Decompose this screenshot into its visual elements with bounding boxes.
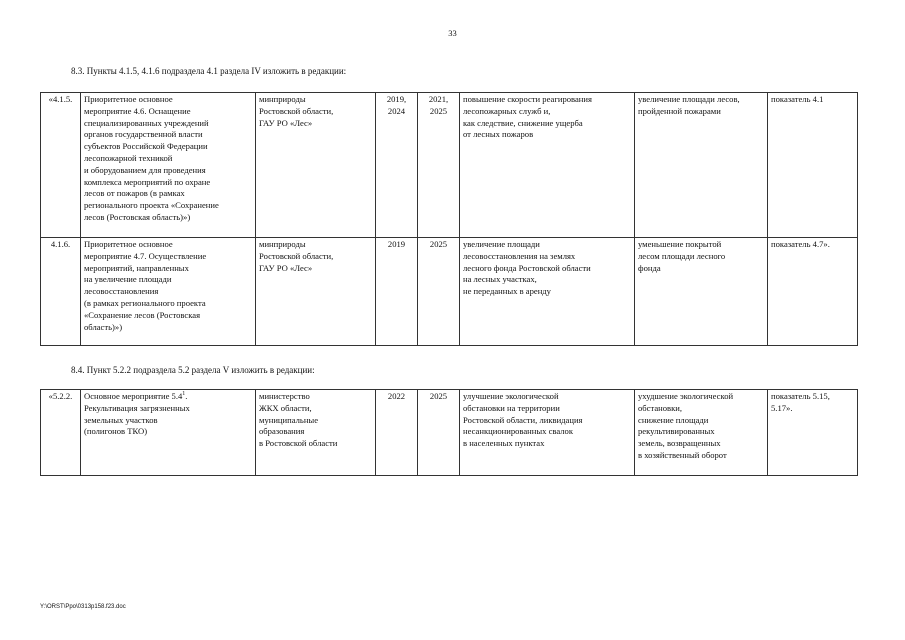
expected-result: повышение скорости реагирования лесопожарных служб и, как следствие, снижение ущерба от лесных пожаров [460,93,635,238]
indicator-link: показатель 5.15, 5.17». [768,390,858,476]
measures-table-4-1 [40,92,858,346]
event-name: Приоритетное основное мероприятие 4.6. Оснащение специализированных учреждений органов государственной власти субъектов Российской Федерации лесопожарной техникой и оборудованием для проведения комплекса мероприятий по охране лесов от пожаров (в рамках регионального проекта «Сохранение лесов (Ростовская область)») [81,93,256,238]
end-year: 2025 [418,390,460,476]
expected-result: увеличение площади лесовосстановления на землях лесного фонда Ростовской области на лесных участках, не переданных в аренду [460,238,635,346]
table-row [41,93,858,238]
event-name-rest: . Рекультивация загрязненных земельных участков (полигонов ТКО) [84,391,190,437]
page-number: 33 [448,28,457,38]
file-path-footer: Y:\ORST\Ppo\0313p158.f23.doc [40,604,126,610]
non-implementation-consequence: увеличение площади лесов, пройденной пожарами [635,93,768,238]
section-heading-8-4: 8.4. Пункт 5.2.2 подраздела 5.2 раздела V изложить в редакции: [71,365,315,375]
section-heading-8-3: 8.3. Пункты 4.1.5, 4.1.6 подраздела 4.1 раздела IV изложить в редакции: [71,66,347,76]
item-number: «5.2.2. [41,390,81,476]
non-implementation-consequence: уменьшение покрытой лесом площади лесного фонда [635,238,768,346]
event-name [81,390,256,476]
executor: министерство ЖКХ области, муниципальные образования в Ростовской области [256,390,376,476]
non-implementation-consequence: ухудшение экологической обстановки, снижение площади рекультивированных земель, возвращенных в хозяйственный оборот [635,390,768,476]
end-year: 2025 [418,238,460,346]
item-number: «4.1.5. [41,93,81,238]
start-year: 2019 [376,238,418,346]
item-number: 4.1.6. [41,238,81,346]
end-year: 2021, 2025 [418,93,460,238]
start-year: 2022 [376,390,418,476]
event-name-main: Основное мероприятие 5.4 [84,391,183,401]
indicator-link: показатель 4.1 [768,93,858,238]
event-name: Приоритетное основное мероприятие 4.7. Осуществление мероприятий, направленных на увеличение площади лесовосстановления (в рамках регионального проекта «Сохранение лесов (Ростовская область)») [81,238,256,346]
indicator-link: показатель 4.7». [768,238,858,346]
table-row [41,238,858,346]
start-year: 2019, 2024 [376,93,418,238]
event-footnote-mark: 1 [182,391,186,398]
executor: минприроды Ростовской области, ГАУ РО «Лес» [256,238,376,346]
executor: минприроды Ростовской области, ГАУ РО «Лес» [256,93,376,238]
measures-table-5-2 [40,389,858,476]
table-row [41,390,858,476]
expected-result: улучшение экологической обстановки на территории Ростовской области, ликвидация несанкционированных свалок в населенных пунктах [460,390,635,476]
